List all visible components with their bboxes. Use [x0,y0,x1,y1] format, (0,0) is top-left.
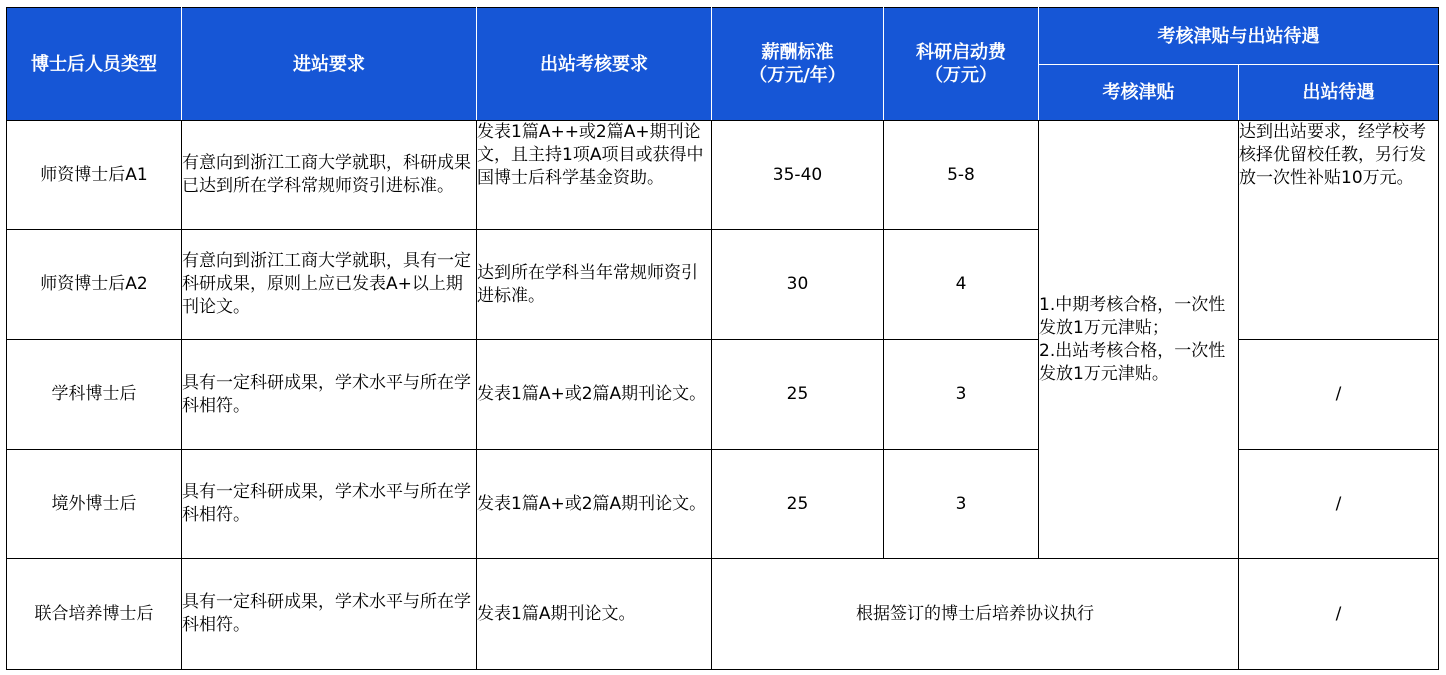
cell-startup-fund: 4 [884,230,1039,340]
cell-allowance: 1.中期考核合格，一次性发放1万元津贴； 2.出站考核合格，一次性发放1万元津贴。 [1039,121,1239,559]
cell-startup-fund: 3 [884,450,1039,559]
table-row [7,121,1439,230]
cell-entry: 有意向到浙江工商大学就职，科研成果已达到所在学科常规师资引进标准。 [182,121,477,230]
header-allowance: 考核津贴 [1039,65,1239,121]
header-exit-requirement: 出站考核要求 [477,8,712,121]
cell-type: 境外博士后 [7,450,182,559]
cell-entry: 具有一定科研成果，学术水平与所在学科相符。 [182,450,477,559]
cell-exit-requirement: 达到所在学科当年常规师资引进标准。 [477,230,712,340]
header-row [7,8,1439,65]
cell-entry: 具有一定科研成果，学术水平与所在学科相符。 [182,340,477,450]
header-startup-fund: 科研启动费 （万元） [884,8,1039,121]
header-entry: 进站要求 [182,8,477,121]
cell-salary: 25 [712,450,884,559]
cell-exit-requirement: 发表1篇A+或2篇A期刊论文。 [477,450,712,559]
header-allowance-group: 考核津贴与出站待遇 [1039,8,1439,65]
header-type: 博士后人员类型 [7,8,182,121]
cell-type: 师资博士后A2 [7,230,182,340]
cell-treatment: / [1239,340,1439,450]
cell-entry: 有意向到浙江工商大学就职，具有一定科研成果，原则上应已发表A+以上期刊论文。 [182,230,477,340]
header-treatment: 出站待遇 [1239,65,1439,121]
header-salary: 薪酬标准 （万元/年） [712,8,884,121]
table-row [7,559,1439,670]
cell-exit-requirement: 发表1篇A期刊论文。 [477,559,712,670]
cell-type: 学科博士后 [7,340,182,450]
cell-agreement: 根据签订的博士后培养协议执行 [712,559,1239,670]
cell-exit-requirement: 发表1篇A+或2篇A期刊论文。 [477,340,712,450]
cell-salary: 25 [712,340,884,450]
cell-treatment: / [1239,450,1439,559]
cell-exit-requirement: 发表1篇A++或2篇A+期刊论文，且主持1项A项目或获得中国博士后科学基金资助。 [477,121,712,230]
cell-type: 联合培养博士后 [7,559,182,670]
cell-startup-fund: 5-8 [884,121,1039,230]
cell-type: 师资博士后A1 [7,121,182,230]
cell-treatment: / [1239,559,1439,670]
postdoc-table [6,7,1439,670]
cell-startup-fund: 3 [884,340,1039,450]
cell-salary: 35-40 [712,121,884,230]
cell-salary: 30 [712,230,884,340]
cell-entry: 具有一定科研成果，学术水平与所在学科相符。 [182,559,477,670]
cell-teacher-treatment: 达到出站要求，经学校考核择优留校任教，另行发放一次性补贴10万元。 [1239,121,1439,340]
